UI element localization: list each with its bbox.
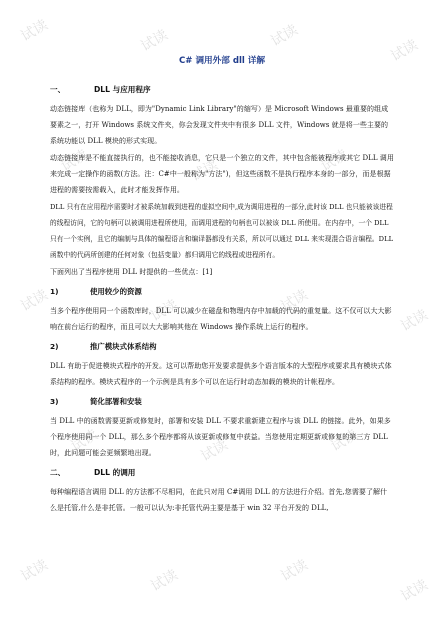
advantage-3-heading: [50, 396, 394, 407]
advantage-2-title: 推广模块式体系结构: [90, 342, 157, 351]
section-2-number: 二、: [50, 468, 66, 477]
document-body: [50, 54, 394, 517]
watermark-text: 试读: [278, 556, 311, 585]
section-1-paragraph-3: DLL 只有在应用程序需要时才被系统加载到进程的虚拟空间中,成为调用进程的一部分,此时该 DLL 也只能被该进程的线程访问，它的句柄可以被调用进程所使用，而调用进程的句柄也可以被该 DLL 所使用。在内存中，一个 DLL 只有一个实例，且它的编制与具体的编程语言和编译器都没有关系，所以可以通过 DLL 来实现混合语言编程。DLL 函数中的代码所创建的任何对象（包括变量）都归调用它的线程或进程所有。: [50, 203, 394, 259]
advantage-1-heading: [50, 286, 394, 297]
section-1-paragraph-2: 动态链接库是不能直接执行的，也不能接收消息，它只是一个独立的文件，其中包含能被程序或其它 DLL 调用来完成一定操作的函数(方法。注：C#中一般称为"方法")，但这些函数不是执行程序本身的一部分，而是根据进程的需要按需载入，此时才能发挥作用。: [50, 154, 394, 194]
document-title: C# 调用外部 dll 详解: [178, 56, 266, 66]
advantage-3-title: 简化部署和安装: [90, 397, 142, 406]
section-1-number: 一、: [50, 85, 66, 94]
advantage-2-heading: [50, 341, 394, 352]
watermark-text: 试读: [328, 426, 361, 455]
section-2-paragraph-1: 每种编程语言调用 DLL 的方法都不尽相同，在此只对用 C#调用 DLL 的方法进行介绍。首先,您需要了解什么是托管,什么是非托管。一般可以认为:非托管代码主要是基于 win 32 平台开发的 DLL,: [50, 488, 388, 512]
advantage-1-number: 1): [50, 287, 59, 296]
watermark-text: 试读: [18, 16, 51, 45]
watermark-text: 试读: [188, 156, 221, 185]
watermark-text: 试读: [138, 26, 171, 55]
watermark-text: 试读: [278, 286, 311, 315]
advantage-3-text: 当 DLL 中的函数需要更新或修复时，部署和安装 DLL 不要求重新建立程序与该 DLL 的链接。此外，如果多个程序使用同一个 DLL，那么多个程序都将从该更新或修复中获益。当您使用定期更新或修复的第三方 DLL 时，此问题可能会更频繁地出现。: [50, 417, 391, 457]
watermark-text: 试读: [318, 146, 351, 175]
section-1-paragraph-1: 动态链接库（也称为 DLL，即为"Dynamic Link Library"的缩写）是 Microsoft Windows 最重要的组成要素之一，打开 Windows 系统文件夹，你会发现文件夹中有很多 DLL 文件，Windows 就是将一些主要的系统功能以 DLL 模块的形式实现。: [50, 105, 389, 145]
section-2-heading: [50, 467, 394, 478]
advantage-2-number: 2): [50, 342, 59, 351]
watermark-text: 试读: [198, 436, 231, 465]
section-2-title: DLL 的调用: [94, 468, 136, 477]
watermark-text: 试读: [18, 286, 51, 315]
watermark-text: 试读: [148, 296, 181, 325]
advantage-3-number: 3): [50, 397, 59, 406]
watermark-text: 试读: [148, 566, 181, 595]
section-1-heading: [50, 84, 394, 95]
advantage-1-text: 当多个程序使用同一个函数库时，DLL 可以减少在磁盘和物理内存中加载的代码的重复量。这不仅可以大大影响在前台运行的程序，而且可以大大影响其他在 Windows 操作系统上运行的程序。: [50, 307, 392, 331]
advantage-1-title: 使用较少的资源: [90, 287, 142, 296]
advantages-intro: 下面列出了当程序使用 DLL 时提供的一些优点：[1]: [50, 268, 213, 276]
watermark-text: 试读: [58, 146, 91, 175]
watermark-text: 试读: [68, 426, 101, 455]
advantage-2-text: DLL 有助于促进模块式程序的开发。这可以帮助您开发要求提供多个语言版本的大型程序或要求具有模块式体系结构的程序。模块式程序的一个示例是具有多个可以在运行时动态加载的模块的计帐程序。: [50, 362, 392, 386]
watermark-text: 试读: [268, 21, 301, 50]
watermark-text: 试读: [388, 36, 421, 65]
section-1-title: DLL 与应用程序: [94, 85, 151, 94]
watermark-text: 试读: [398, 306, 431, 335]
watermark-text: 试读: [18, 556, 51, 585]
watermark-text: 试读: [398, 576, 431, 605]
